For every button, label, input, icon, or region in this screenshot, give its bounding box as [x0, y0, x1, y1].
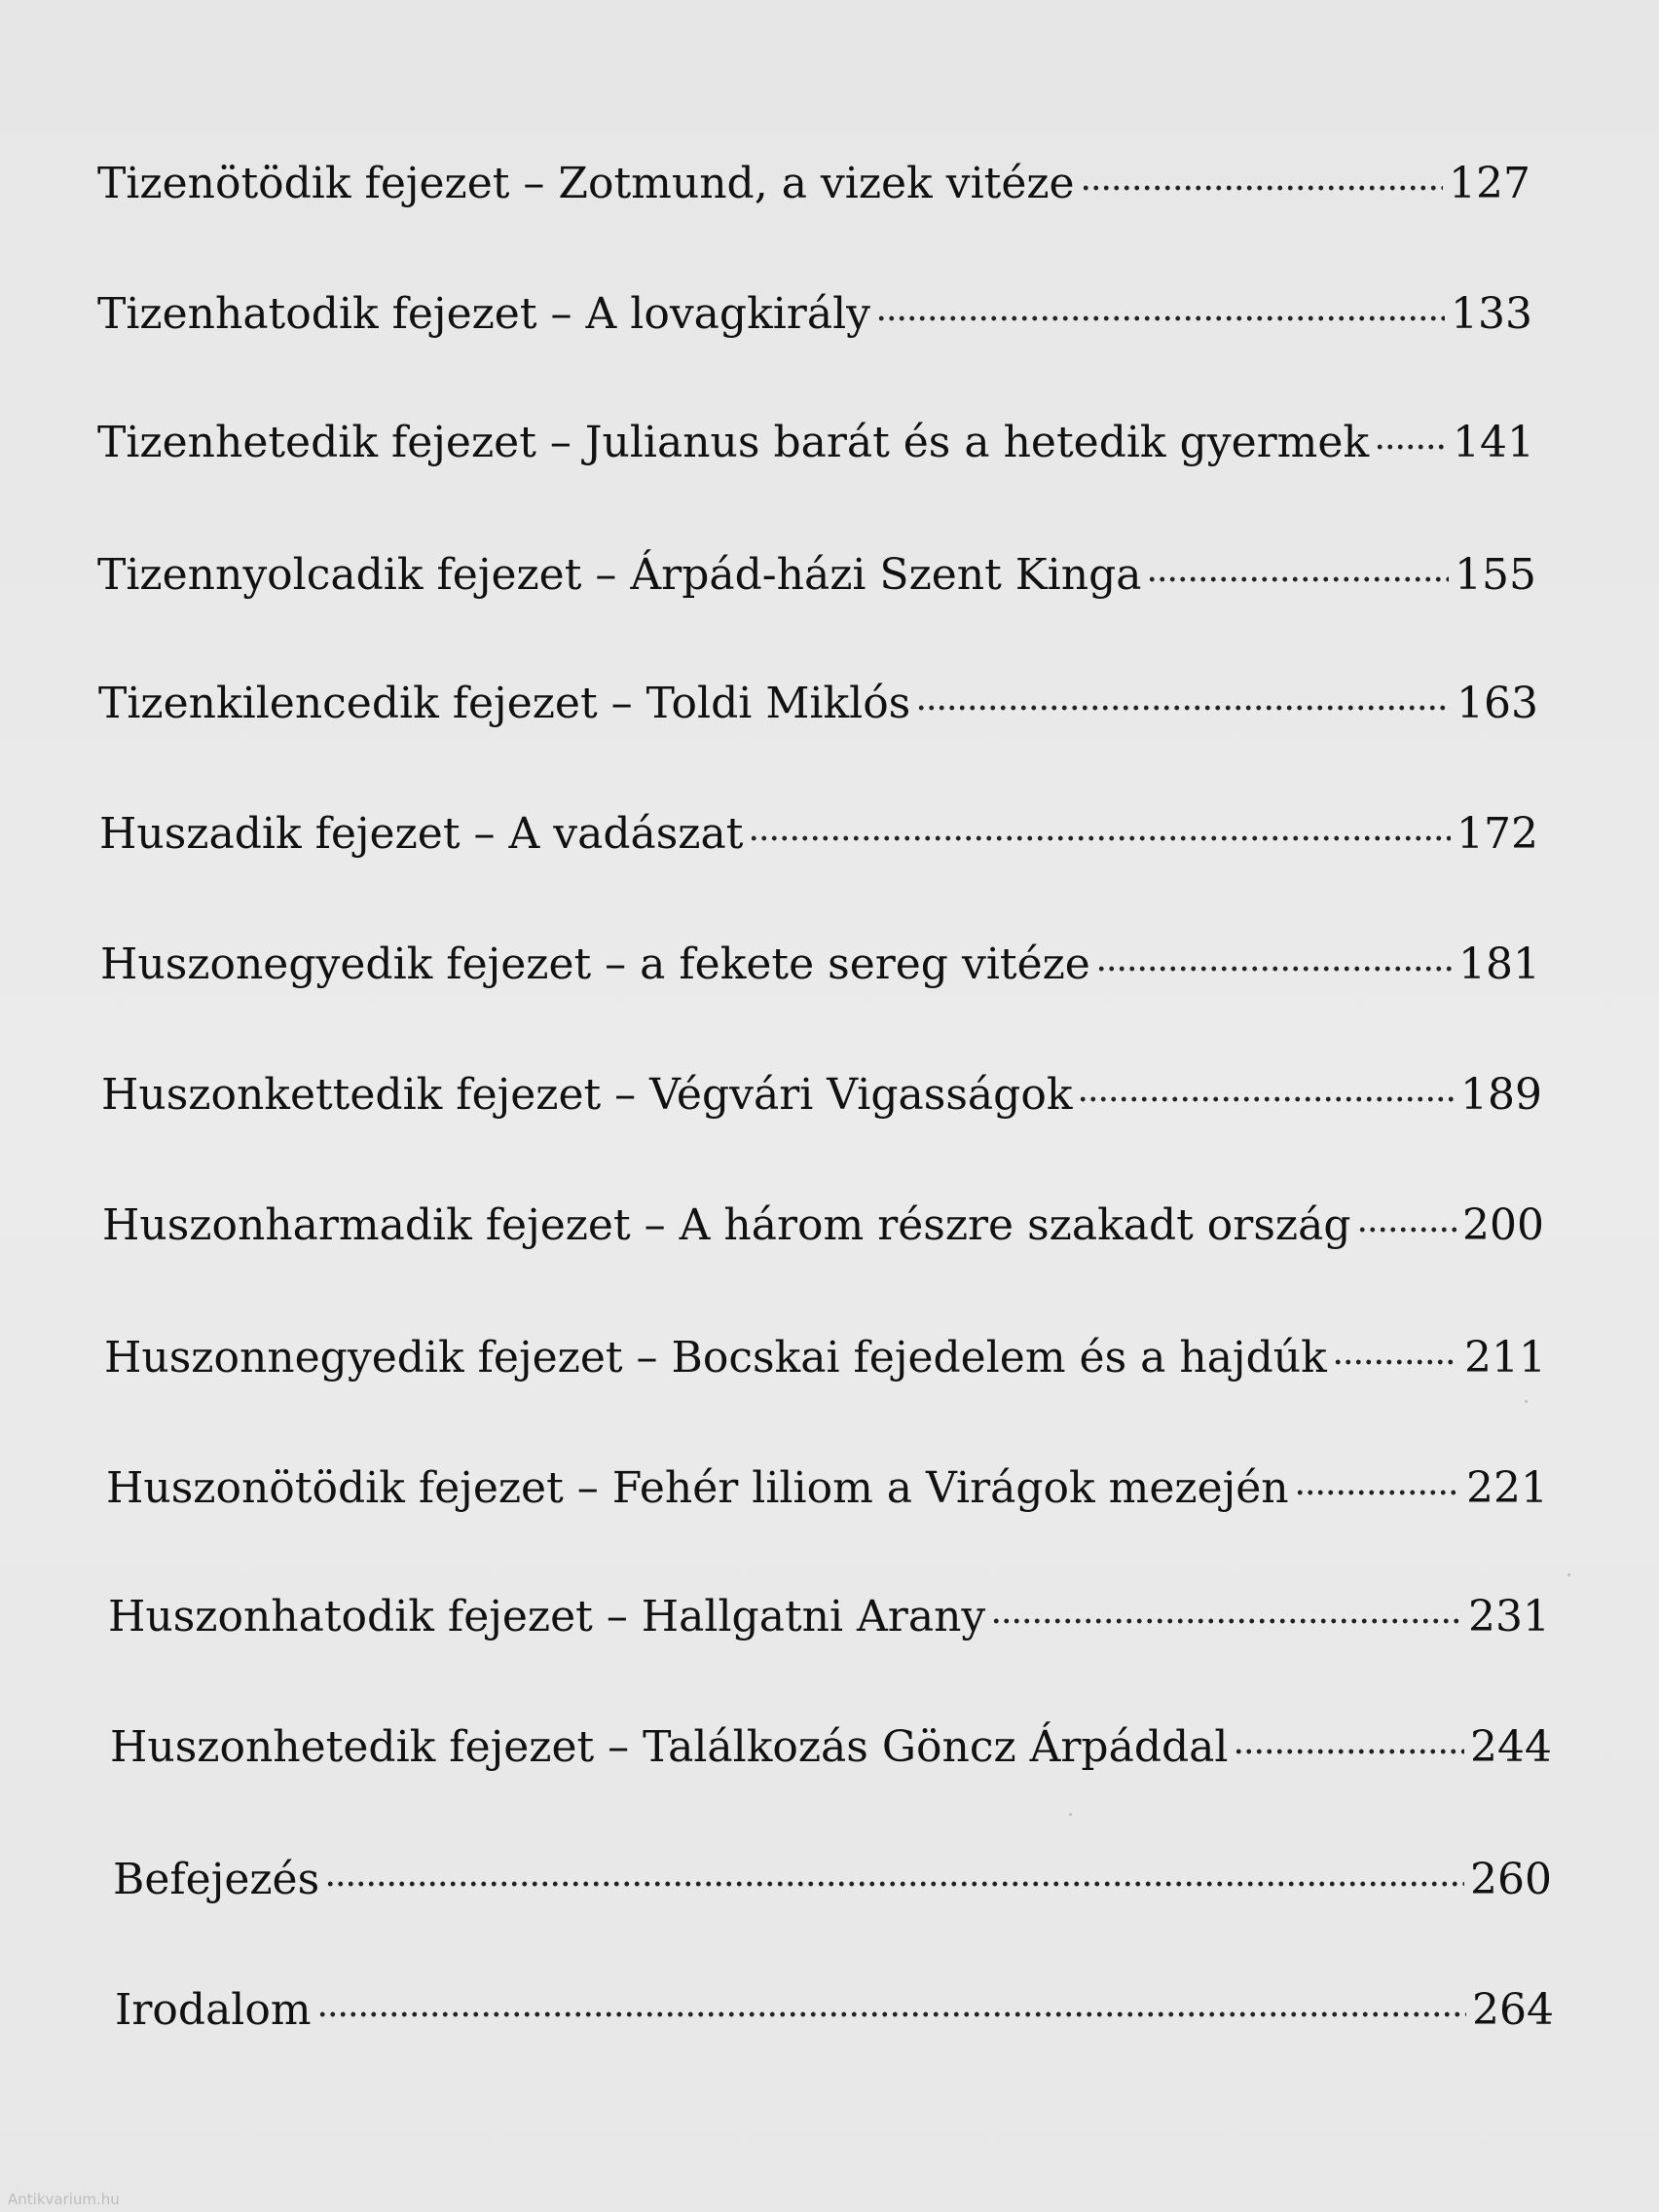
- toc-entry: [115, 1976, 1554, 2045]
- toc-entry-page: 264: [1472, 1985, 1554, 2035]
- toc-entry-page: 200: [1462, 1200, 1544, 1250]
- toc-entry-title: Tizenhetedik fejezet – Julianus barát és a hetedik gyermek: [97, 418, 1370, 467]
- toc-entry-title: Irodalom: [115, 1985, 312, 2035]
- toc-entry-title: Huszonnegyedik fejezet – Bocskai fejedelem és a hajdúk: [104, 1333, 1327, 1382]
- dot-leader: [317, 2010, 1466, 2018]
- toc-entry-title: Tizennyolcadik fejezet – Árpád-házi Szent Kinga: [97, 550, 1142, 600]
- toc-entry: [101, 1061, 1542, 1129]
- dot-leader: [916, 704, 1451, 712]
- toc-entry-page: 163: [1456, 679, 1538, 728]
- dot-leader: [1078, 1095, 1455, 1103]
- paper-speck: [1525, 1400, 1528, 1403]
- toc-entry-title: Huszonötödik fejezet – Fehér liliom a Virágok mezején: [106, 1463, 1289, 1513]
- toc-entry: [99, 800, 1538, 868]
- toc-entry-title: Huszonhetedik fejezet – Találkozás Göncz Árpáddal: [110, 1722, 1229, 1772]
- toc-entry-page: 133: [1451, 289, 1532, 339]
- toc-entry-title: Huszonharmadik fejezet – A három részre szakadt ország: [102, 1200, 1351, 1250]
- toc-entry: [100, 931, 1540, 999]
- toc-entry: [110, 1714, 1552, 1782]
- toc-entry-title: Tizenötödik fejezet – Zotmund, a vizek vitéze: [97, 159, 1075, 208]
- toc-entry-page: 221: [1466, 1463, 1548, 1513]
- toc-entry-title: Befejezés: [113, 1855, 320, 1904]
- toc-entry-page: 244: [1470, 1722, 1552, 1772]
- toc-entry: [97, 280, 1532, 349]
- toc-entry-title: Huszonhatodik fejezet – Hallgatni Arany: [108, 1592, 986, 1641]
- toc-entry: [97, 150, 1530, 218]
- toc-entry: [108, 1583, 1550, 1651]
- toc-entry-title: Huszadik fejezet – A vadászat: [99, 809, 744, 859]
- dot-leader: [1295, 1489, 1460, 1496]
- toc-entry-page: 181: [1458, 940, 1540, 989]
- toc-entry-title: Tizenhatodik fejezet – A lovagkirály: [97, 289, 870, 339]
- toc-entry-title: Tizenkilencedik fejezet – Toldi Miklós: [98, 679, 911, 728]
- dot-leader: [749, 834, 1451, 842]
- toc-entry-page: 231: [1468, 1592, 1550, 1641]
- dot-leader: [1096, 965, 1453, 973]
- dot-leader: [991, 1617, 1462, 1625]
- watermark: Antikvarium.hu: [8, 2191, 120, 2208]
- dot-leader: [325, 1880, 1464, 1888]
- toc-entry: [97, 409, 1534, 477]
- toc-entry: [106, 1455, 1548, 1523]
- paper-speck: [1567, 1573, 1570, 1576]
- dot-leader: [1081, 184, 1443, 192]
- dot-leader: [1147, 575, 1449, 583]
- toc-entry-page: 141: [1453, 418, 1534, 467]
- toc-entry: [97, 541, 1536, 609]
- dot-leader: [1375, 443, 1447, 451]
- toc-entry-title: Huszonegyedik fejezet – a fekete sereg vitéze: [100, 940, 1090, 989]
- toc-entry: [102, 1192, 1544, 1260]
- toc-entry: [104, 1324, 1546, 1392]
- toc-entry-page: 211: [1464, 1333, 1546, 1382]
- toc-entry: [98, 670, 1538, 738]
- toc-entry: [113, 1846, 1552, 1914]
- toc-entry-title: Huszonkettedik fejezet – Végvári Vigasságok: [101, 1070, 1073, 1120]
- paper-speck: [1069, 1813, 1072, 1816]
- dot-leader: [1357, 1226, 1457, 1234]
- toc-entry-page: 155: [1455, 550, 1536, 600]
- dot-leader: [1234, 1748, 1464, 1755]
- dot-leader: [876, 314, 1445, 322]
- toc-entry-page: 172: [1456, 809, 1538, 859]
- toc-entry-page: 127: [1449, 159, 1530, 208]
- toc-entry-page: 189: [1460, 1070, 1542, 1120]
- toc-entry-page: 260: [1470, 1855, 1552, 1904]
- dot-leader: [1333, 1358, 1458, 1366]
